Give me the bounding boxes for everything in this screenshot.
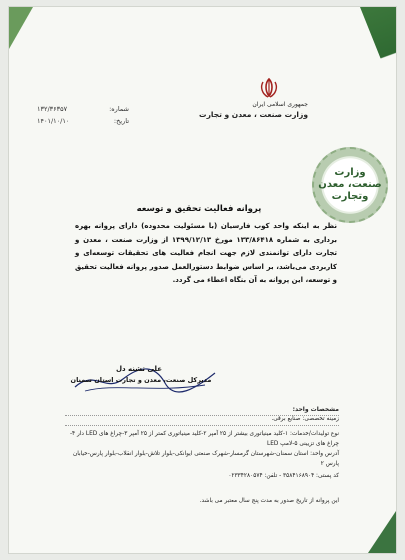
letter-number xyxy=(37,105,129,113)
corner-decoration-top-left xyxy=(9,7,33,49)
document-paragraph: نظر به اینکه واحد کوب فارسیان (با مسئولیت محدوده) دارای پروانه بهره برداری به شماره ۱۳۳/۸۶۴۱۸ مورخ ۱۳۹۹/۱۲/۱۳ از وزارت صنعت ، معدن و تجارت دارای توانمندی لازم جهت انجام فعالیت های تحقیقات توسعه‌ای و کاربردی می‌باشد، بر اساس ضوابط دستورالعمل صدور پروانه فعالیت تحقیق و توسعه، این پروانه به آن بنگاه اعطاء می گردد. xyxy=(75,222,337,285)
letter-number-value: ۱۳۲/۳۶۳۵۷ xyxy=(37,105,68,113)
letter-date xyxy=(37,117,129,125)
republic-header: جمهوری اسلامی ایران xyxy=(252,101,308,108)
seal-line-1: وزارت xyxy=(334,167,366,178)
signatory-name: علی تشنه دل xyxy=(115,365,163,373)
signatory-title: مدیرکل صنعت، معدن و تجارت استان سمنان xyxy=(70,376,212,384)
ministry-header: وزارت صنعت ، معدن و تجارت xyxy=(199,110,308,119)
letter-number-label: شماره: xyxy=(109,105,129,113)
iran-emblem-icon xyxy=(257,77,281,99)
corner-decoration-top-right xyxy=(336,7,396,97)
specs-validity: این پروانه از تاریخ صدور به مدت پنج سال معتبر می باشد. xyxy=(199,498,339,504)
specs-postal-phone: کد پستی: ۳۵۸۴۱۶۸۹۰۴ - تلفن: ۰۲۳۳۴۲۸۰۵۷۴ xyxy=(228,473,339,479)
specs-heading: مشخصات واحد: xyxy=(65,405,339,416)
specs-field: زمینه تخصصی: صنایع برقی. xyxy=(65,415,339,426)
letter-date-value: ۱۴۰۱/۱۰/۱۰ xyxy=(37,117,70,125)
specs-products: نوع تولیدات/خدمات: ۱-کلید مینیاتوری بیشتر از ۲۵ آمپر ۲-کلید مینیاتوری کمتر از ۲۵ آمپر ۳-چراغ های LED دار ۴-چراغ های تزیینی ۵-لامپ LED xyxy=(69,431,339,447)
seal-line-3: وتجارت xyxy=(331,191,369,202)
letter-date-label: تاریخ: xyxy=(113,117,129,125)
corner-decoration-bottom-right xyxy=(368,511,396,553)
document-title: پروانه فعالیت تحقیق و توسعه xyxy=(136,204,262,214)
specs-address: آدرس واحد: استان سمنان-شهرستان گرمسار-شهرک صنعتی ایوانکی-بلوار تلاش-بلوار انقلاب-بلوار پارس-خیابان پارس ۲ xyxy=(72,451,339,467)
document-page xyxy=(8,6,397,554)
seal-line-2: صنعت، معدن xyxy=(318,179,382,190)
